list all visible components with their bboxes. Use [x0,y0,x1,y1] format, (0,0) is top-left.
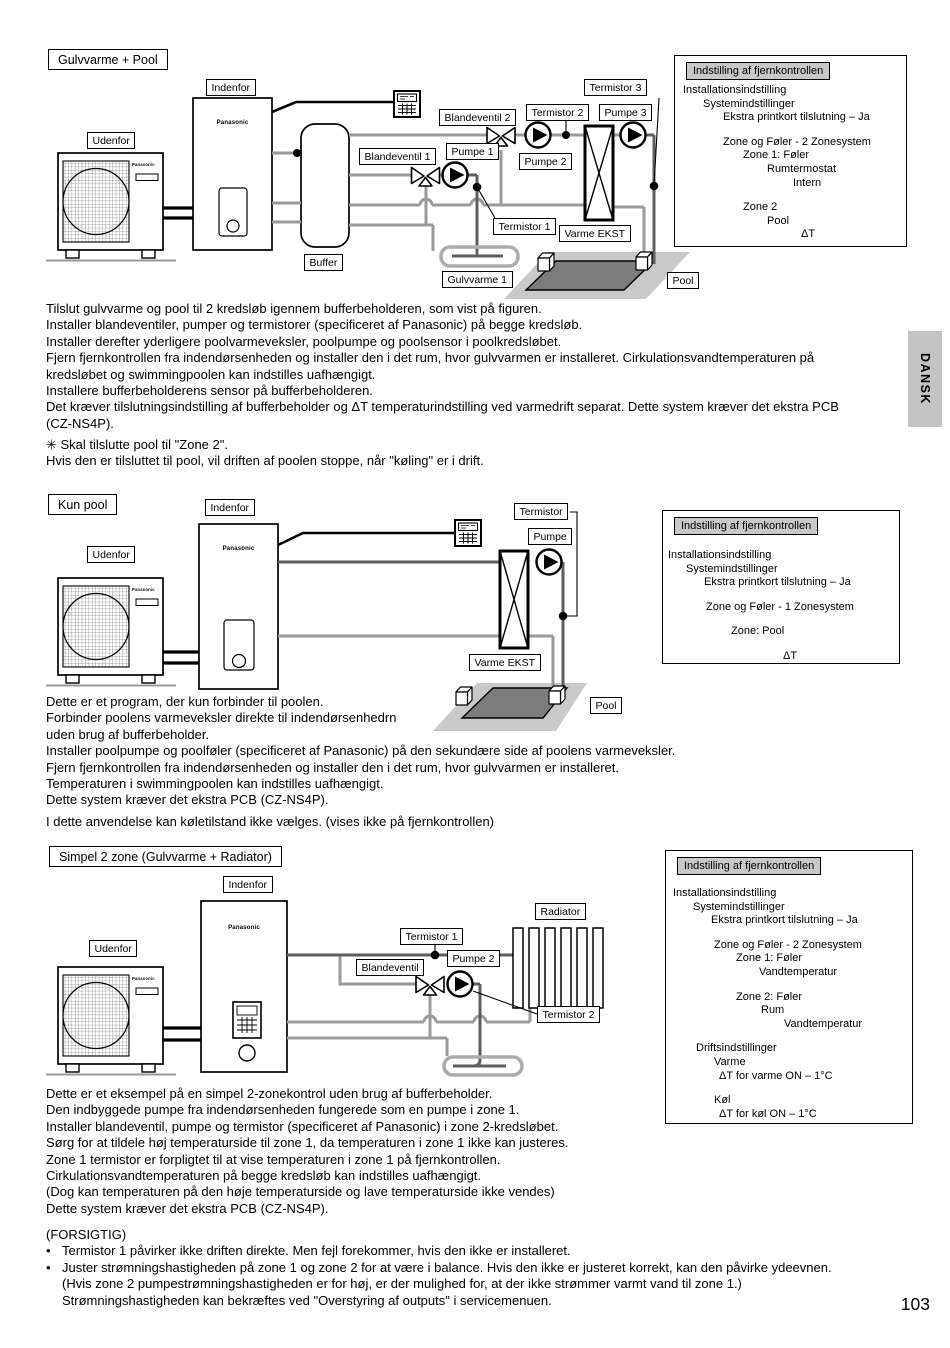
caution-heading: (FORSIGTIG) [46,1227,127,1242]
settings-line: Zone og Føler - 1 Zonesystem [706,600,854,613]
outdoor-unit [58,578,163,683]
settings-line: Zone 1: Føler [736,952,803,965]
text-line: Fjern fjernkontrollen fra indendørsenheden og installer den i det rum, hvor gulvvarmen er installeret. [46,759,620,775]
pump-icon [526,123,551,148]
text-line: Installer poolpumpe og poolføler (specificeret af Panasonic) på den sekundære side af poolens varmeveksler. [46,743,676,759]
refrigerant-pipes [163,208,193,218]
caution-block [46,1227,832,1309]
caution-item [46,1243,832,1259]
outdoor-unit [58,967,163,1072]
settings-line: Systemindstillinger [686,562,778,575]
label-blandeventil-1: Blandeventil 1 [359,148,436,165]
text-line: Sørg for at tildele høj temperaturside til zone 1, da temperaturen i zone 1 ikke kan justeres. [46,1135,569,1151]
pool-graphic [504,252,690,299]
text-line: Termistor 1 påvirker ikke driften direkte. Men fejl forekommer, hvis den ikke er installeret. [62,1243,571,1259]
note-zone2-pool [46,437,484,470]
text-line: Det kræver tilslutningsindstilling af bufferbeholder og ΔT temperaturindstilling ved varmedrift separat. Dette system kræver det ekstra PCB [46,399,839,415]
settings-line: Zone 2 [743,201,778,214]
refrigerant-pipes [163,1028,201,1040]
label-udenfor: Udenfor [89,940,137,957]
paragraph-gulvvarme-pool [46,301,839,432]
text-line: uden brug af bufferbeholder. [46,726,210,742]
brand-logo: Panasonic [216,120,249,126]
settings-line: Zone 1: Føler [743,149,810,162]
pump-icon [443,163,468,188]
settings-line: ΔT [801,228,816,241]
text-line: Installere bufferbeholderens sensor på bufferbeholderen. [46,383,373,399]
label-termistor-1: Termistor 1 [400,928,463,945]
text-line: Cirkulationsvandtemperaturen på begge kredsløb kan indstilles uafhængigt. [46,1168,482,1184]
text-line: Hvis den er tilsluttet til pool, vil driften af poolen stoppe, når "køling" er i drift. [46,453,484,469]
settings-line: Køl [714,1094,731,1107]
label-termistor-2: Termistor 2 [537,1006,600,1023]
settings-line: Rumtermostat [767,162,837,175]
text-line: Zone 1 termistor er forpligtet til at vise temperaturen i zone 1 på fjernkontrollen. [46,1151,501,1167]
bullet-marker: • [46,1243,51,1259]
label-radiator: Radiator [535,903,586,920]
label-buffer: Buffer [304,254,343,271]
label-pool: Pool [590,697,622,714]
brand-logo: Panasonic [132,162,155,167]
brand-logo: Panasonic [132,587,155,592]
pump-icon [537,550,562,575]
remote-cable [272,102,394,112]
text-line: (CZ-NS4P). [46,415,114,431]
text-line: Tilslut gulvvarme og pool til 2 kredsløb igennem bufferbeholderen, som vist på figuren. [46,301,542,316]
pool-step-cube [538,253,554,271]
settings-line: ΔT for køl ON – 1°C [719,1107,817,1120]
settings-line: Intern [793,176,822,189]
text-line: Dette system kræver det ekstra PCB (CZ-NS4P). [46,792,329,808]
label-gulvvarme-1: Gulvvarme 1 [442,271,513,288]
label-termistor: Termistor [514,503,568,520]
pump-icon [448,972,473,997]
brand-logo: Panasonic [228,925,260,931]
diagram-simpel-2-zone [46,901,603,1075]
label-pool: Pool [667,272,699,289]
text-line: Fjern fjernkontrollen fra indendørsenheden og installer den i det rum, hvor gulvvarmen er installeret. Cirkulationsvandtemperaturen på [46,350,815,366]
settings-line: Ekstra printkort tilslutning – Ja [723,111,870,124]
settings-line: Installationsindstilling [673,887,777,899]
text-line: Strømningshastigheden kan bekræftes ved "Overstyring af outputs" i servicemenuen. [62,1292,552,1308]
text-line: Installer blandeventiler, pumper og termistorer (specificeret af Panasonic) på begge kredsløb. [46,317,583,333]
label-indenfor: Indenfor [223,876,273,893]
text-line: kredsløbet og swimmingpoolen kan indstilles uafhængigt. [46,366,376,382]
text-line: Dette system kræver det ekstra PCB (CZ-NS4P). [46,1200,329,1216]
pool-step-cube [636,252,652,270]
buffer-tank [301,124,349,247]
radiator-graphic [513,928,603,1008]
label-pumpe-3: Pumpe 3 [599,104,652,121]
label-varme-ekst: Varme EKST [559,225,631,242]
label-blandeventil-2: Blandeventil 2 [439,109,516,126]
label-indenfor: Indenfor [205,499,255,516]
sensor-dot [431,951,440,960]
text-line: (Dog kan temperaturen på den høje temperaturside og lave temperaturside ikke vendes) [46,1184,555,1200]
text-line: I dette anvendelse kan køletilstand ikke vælges. (vises ikke på fjernkontrollen) [46,814,494,829]
label-blandeventil: Blandeventil [356,959,424,976]
settings-line: ΔT for varme ON – 1°C [719,1069,833,1082]
pump-icon [621,123,646,148]
text-line: Temperaturen i swimmingpoolen kan indstilles uafhængigt. [46,776,384,792]
label-udenfor: Udenfor [87,132,135,149]
paragraph-kun-pool [46,694,675,809]
section-title-gulvvarme-pool: Gulvvarme + Pool [48,49,168,70]
settings-line: Systemindstillinger [703,97,795,110]
settings-line: Rum [761,1004,785,1017]
label-pumpe-1: Pumpe 1 [446,143,499,160]
text-line: Installer derefter yderligere poolvarmeveksler, poolpumpe og poolsensor i poolkredsløbet. [46,333,562,349]
text-line: ✳ Skal tilslutte pool til "Zone 2". [46,437,228,452]
label-pumpe-2: Pumpe 2 [447,950,500,967]
settings-line: Ekstra printkort tilslutning – Ja [711,914,858,927]
settings-box-title: Indstilling af fjernkontrollen [686,62,830,80]
remote-settings-box-3 [665,850,913,1124]
settings-line: Zone og Føler - 2 Zonesystem [723,135,871,148]
sensor-dot [559,612,568,621]
label-pumpe-2: Pumpe 2 [519,153,572,170]
heat-exchanger [585,126,613,220]
settings-line: Zone 2: Føler [736,990,803,1003]
settings-line: Vandtemperatur [784,1017,863,1030]
settings-line: Zone og Føler - 2 Zonesystem [714,938,862,951]
paragraph-simpel-2-zone [46,1086,568,1217]
label-termistor-3: Termistor 3 [584,79,647,96]
caution-item [46,1260,832,1276]
label-termistor-1: Termistor 1 [493,218,556,235]
mixing-valve-icon [416,977,444,996]
section-title-kun-pool: Kun pool [48,494,117,515]
remote-settings-box-1 [674,55,907,247]
remote-controller-icon [455,520,481,546]
settings-box-title: Indstilling af fjernkontrollen [677,857,821,875]
remote-settings-box-2 [662,510,900,664]
section-title-simpel-2-zone: Simpel 2 zone (Gulvvarme + Radiator) [49,846,282,867]
text-line: Dette er et program, der kun forbinder til poolen. [46,694,324,709]
text-line: Forbinder poolens varmeveksler direkte til indendørsenhedrn [46,710,397,726]
text-line: Den indbyggede pumpe fra indendørsenheden fungerede som en pumpe i zone 1. [46,1102,520,1118]
bullet-marker: • [46,1259,51,1275]
text-line: (Hvis zone 2 pumpestrømningshastigheden er for høj, er der mulighed for, at der ikke strømmer varmt vand til zone 1.) [62,1276,742,1292]
remote-cable [278,533,455,545]
settings-line: ΔT [783,649,798,662]
refrigerant-pipes [163,652,199,663]
note-koeletilstand [46,814,494,830]
language-side-tab: DANSK [908,331,942,427]
page-number: 103 [900,1294,930,1314]
text-line: Juster strømningshastigheden på zone 1 og zone 2 for at være i balance. Hvis den ikke er justeret korrekt, kan den påvirke ydeevnen. [62,1259,832,1275]
settings-line: Zone: Pool [731,625,785,638]
settings-line: Ekstra printkort tilslutning – Ja [704,576,851,589]
label-termistor-2: Termistor 2 [526,104,589,121]
settings-box-title: Indstilling af fjernkontrollen [674,517,818,535]
text-line: Installer blandeventil, pumpe og termistor (specificeret af Panasonic) i zone 2-kredsløbet. [46,1118,559,1134]
remote-controller-icon [394,91,420,117]
text-line: Dette er et eksempel på en simpel 2-zonekontrol uden brug af bufferbeholder. [46,1086,493,1101]
settings-line: Pool [767,214,790,227]
label-varme-ekst: Varme EKST [469,654,541,671]
heat-exchanger [500,551,528,648]
settings-line: Vandtemperatur [759,965,838,978]
brand-logo: Panasonic [222,546,255,552]
settings-line: Installationsindstilling [683,84,787,96]
diagram-gulvvarme-pool [46,91,690,299]
settings-line: Installationsindstilling [668,549,772,561]
label-udenfor: Udenfor [87,546,135,563]
label-pumpe: Pumpe [528,528,572,545]
settings-line: Varme [714,1055,746,1068]
brand-logo: Panasonic [132,976,155,981]
settings-line: Systemindstillinger [693,900,785,913]
mixing-valve-icon [412,168,440,187]
label-indenfor: Indenfor [206,79,256,96]
outdoor-unit [58,153,163,258]
settings-line: Driftsindstillinger [696,1042,777,1055]
